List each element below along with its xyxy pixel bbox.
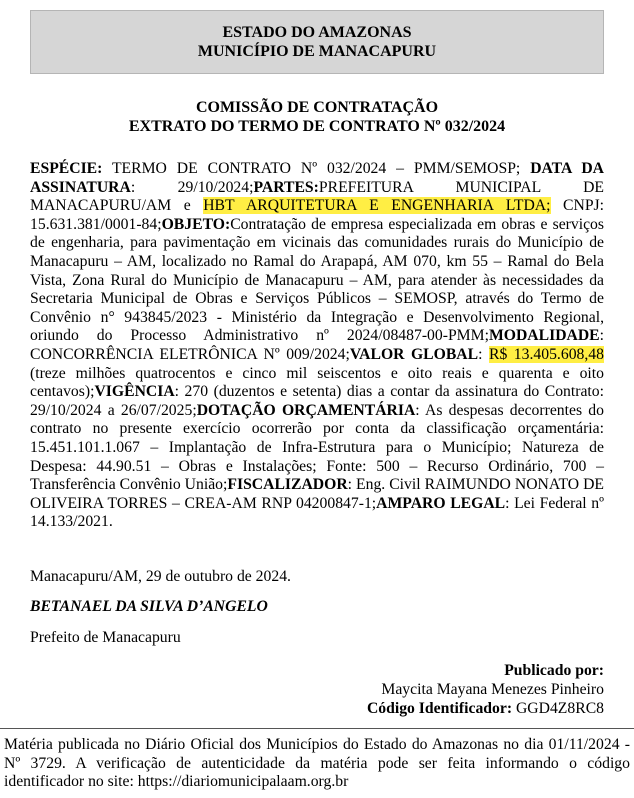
- signer-name: BETANAEL DA SILVA D’ANGELO: [30, 598, 268, 615]
- especie-value: TERMO DE CONTRATO Nº 032/2024 – PMM/SEMOSP;: [102, 160, 531, 177]
- objeto-label: OBJETO:: [161, 215, 231, 233]
- footer-notice: Matéria publicada no Diário Oficial dos Municípios do Estado do Amazonas no dia 01/11/2024 - Nº 3729. A verificação de autenticidade da matéria pode ser feita informando o código identificador no site: https://diariomunicipalaam.org.br: [4, 736, 630, 791]
- fiscalizador-value: : Eng. Civil RAIMUNDO NONATO DE OLIVEIRA TORRES – CREA-AM RNP 04200847-1;: [30, 476, 604, 512]
- document-title: [30, 98, 604, 136]
- partes-value: PREFEITURA MUNICIPAL DE MANACAPURU/AM e: [30, 178, 604, 215]
- partes-label: PARTES:: [253, 178, 319, 196]
- extract-title: EXTRATO DO TERMO DE CONTRATO Nº 032/2024: [128, 118, 506, 135]
- publisher-name: Maycita Mayana Menezes Pinheiro: [381, 681, 604, 698]
- objeto-value: Contratação de empresa especializada em obras e serviços de engenharia, para pavimentação em vicinais das comunidades rurais do Município de Manacapuru – AM, localizado no Ramal do Arapapá, AM 070, km 55 – Ramal do Bela Vista, Zona Rural do Município de Manacapuru – AM, para atender às necessidades da Secretaria Municipal de Obras e Serviços Públicos – SEMOSP, através do Termo de Convênio n° 943845/2023 - Ministério da Integração e Desenvolvimento Regional, oriundo do Processo Administrativo nº 2024/08487-00-PMM;: [30, 215, 604, 345]
- dotacao-label: DOTAÇÃO ORÇAMENTÁRIA: [196, 401, 416, 419]
- amparo-label: AMPARO LEGAL: [376, 494, 506, 512]
- contractor-name-highlight: HBT ARQUITETURA E ENGENHARIA LTDA;: [203, 197, 551, 215]
- place-date: Manacapuru/AM, 29 de outubro de 2024.: [30, 568, 291, 585]
- header-box: [30, 10, 604, 74]
- identifier-code-label: Código Identificador:: [366, 700, 513, 717]
- modalidade-value: : CONCORRÊNCIA ELETRÔNICA Nº 009/2024;: [30, 327, 604, 363]
- valor-text: (treze milhões quatrocentos e cinco mil seiscentos e oito reais e quarenta e oito centavos);: [30, 364, 604, 401]
- especie-label: ESPÉCIE:: [30, 160, 103, 177]
- publication-info: [367, 661, 604, 718]
- header-state: ESTADO DO AMAZONAS: [222, 24, 412, 41]
- valor-amount-highlight: R$ 13.405.608,48: [488, 345, 604, 363]
- vigencia-label: VIGÊNCIA: [94, 383, 175, 401]
- footer-divider: [0, 728, 634, 729]
- valor-label: VALOR GLOBAL: [349, 345, 479, 363]
- modalidade-label: MODALIDADE: [488, 327, 600, 345]
- dotacao-value: : As despesas decorrentes do contrato no presente exercício ocorrerão por conta da classificação orçamentária: 15.451.101.1.067 – Implantação de Infra-Estrutura para o Município; Natureza de Despesa: 44.90.51 – Obras e Instalações; Fonte: 500 – Recurso Ordinário, 700 – Transferência Convênio União;: [30, 401, 604, 494]
- fiscalizador-label: FISCALIZADOR: [227, 476, 348, 494]
- data-label: DATA DA ASSINATURA: [30, 160, 605, 196]
- contract-body: [30, 160, 604, 532]
- vigencia-value: : 270 (duzentos e setenta) dias a contar da assinatura do Contrato: 29/10/2024 a 26/07/2025;: [30, 383, 604, 419]
- amparo-value: : Lei Federal nº 14.133/2021.: [30, 494, 604, 531]
- published-by-label: Publicado por:: [504, 662, 604, 679]
- cnpj-text: CNPJ: 15.631.381/0001-84;: [30, 197, 605, 233]
- data-value: : 29/10/2024;: [130, 178, 254, 196]
- identifier-code: GGD4Z8RC8: [515, 700, 604, 717]
- valor-sep: :: [478, 345, 489, 363]
- signer-role: Prefeito de Manacapuru: [30, 629, 181, 646]
- header-municipality: MUNICÍPIO DE MANACAPURU: [197, 43, 437, 60]
- commission-title: COMISSÃO DE CONTRATAÇÃO: [195, 99, 439, 116]
